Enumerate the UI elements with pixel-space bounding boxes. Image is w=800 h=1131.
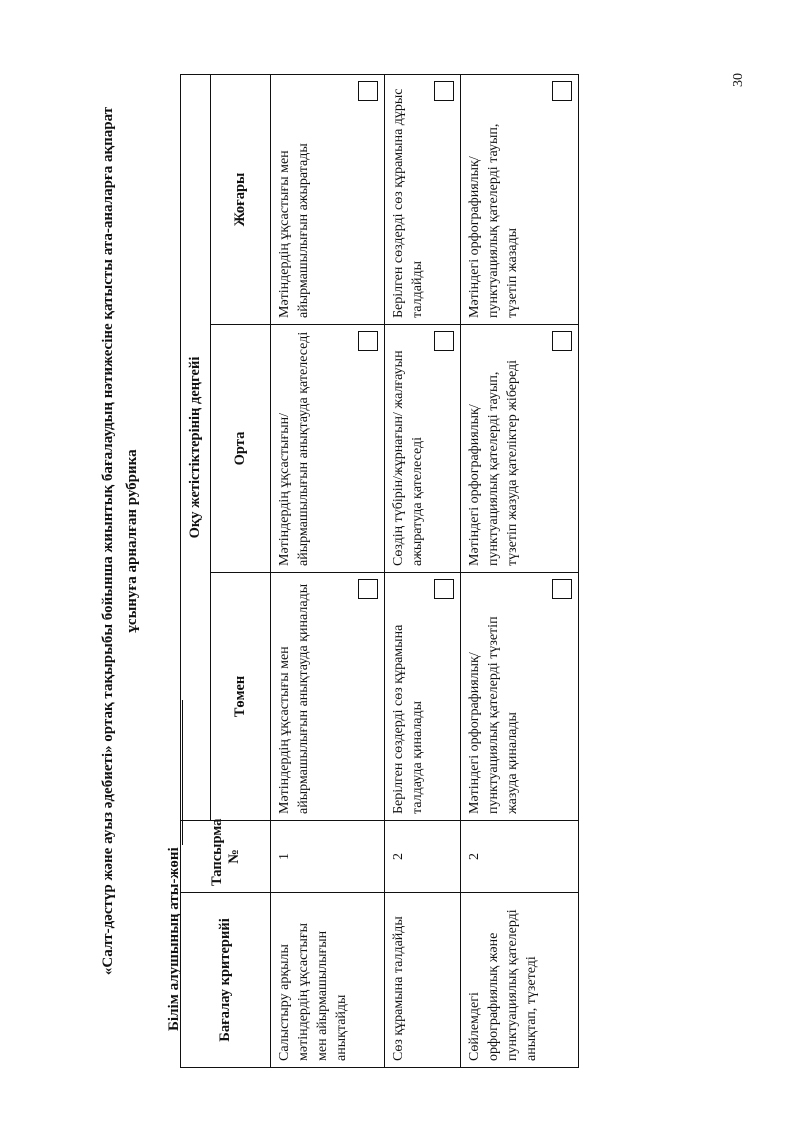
table-row [461, 75, 579, 1068]
level-low-text: Берілген сөздерді сөз құрамына талдауда қиналады [391, 624, 425, 814]
table-row [385, 75, 461, 1068]
checkbox[interactable] [552, 579, 572, 599]
level-mid-text: Сөздің түбірін/жұрнағын/ жалғауын ажыратуда қателеседі [391, 350, 425, 566]
row-level-mid [385, 325, 461, 573]
row-level-mid [271, 325, 385, 573]
row-level-low [461, 573, 579, 821]
level-high-text: Мәтіндердің ұқсастығы мен айырмашылығын ажыратады [277, 143, 311, 318]
checkbox[interactable] [552, 331, 572, 351]
student-name-label: Білім алушының аты-жөні [166, 847, 182, 1031]
level-mid-text: Мәтіндердің ұқсастығын/ айырмашылығын анықтауда қателеседі [277, 331, 311, 566]
checkbox[interactable] [358, 81, 378, 101]
title-line-1: «Салт-дәстүр және ауыз әдебиеті» ортақ тақырыбы бойынша жиынтық бағалаудың нәтижесіне қатысты ата-аналарға ақпарат [100, 106, 116, 976]
level-high-text: Мәтіндегі орфографиялық/ пунктуациялық қателерді тауып, түзетіп жазады [467, 123, 520, 318]
header-level-high: Жоғары [211, 75, 271, 325]
header-level-low: Төмен [211, 573, 271, 821]
row-level-high [271, 75, 385, 325]
title-line-2: ұсынуға арналған рубрика [124, 449, 140, 633]
row-task-number: 1 [271, 821, 385, 893]
row-criteria: Сөз құрамына талдайды [385, 893, 461, 1068]
level-low-text: Мәтіндегі орфографиялық/ пунктуациялық қателерді түзетіп жазуда қиналады [467, 616, 520, 814]
page-number: 30 [731, 73, 746, 87]
level-high-text: Берілген сөздерді сөз құрамына дұрыс талдайды [391, 88, 425, 318]
checkbox[interactable] [552, 81, 572, 101]
checkbox[interactable] [358, 579, 378, 599]
header-achievement-levels: Оқу жетістіктерінің деңгейі [181, 75, 211, 821]
row-level-low [385, 573, 461, 821]
table-row [271, 75, 385, 1068]
row-task-number: 2 [385, 821, 461, 893]
checkbox[interactable] [434, 331, 454, 351]
row-level-mid [461, 325, 579, 573]
rubric-table [180, 74, 579, 1068]
checkbox[interactable] [358, 331, 378, 351]
row-criteria: Сөйлемдегі орфографиялық және пунктуациялық қателерді анықтап, түзетеді [461, 893, 579, 1068]
row-task-number: 2 [461, 821, 579, 893]
checkbox[interactable] [434, 579, 454, 599]
header-criteria: Бағалау критерийі [181, 893, 271, 1068]
header-level-mid: Орта [211, 325, 271, 573]
row-level-high [461, 75, 579, 325]
checkbox[interactable] [434, 81, 454, 101]
row-level-high [385, 75, 461, 325]
level-mid-text: Мәтіндегі орфографиялық/ пунктуациялық қателерді тауып, түзетіп жазуда қателіктер жібереді [467, 359, 520, 566]
row-level-low [271, 573, 385, 821]
row-criteria: Салыстыру арқылы мәтіндердің ұқсастығы мен айырмашылығын анықтайды [271, 893, 385, 1068]
document-title [96, 51, 144, 1031]
level-low-text: Мәтіндердің ұқсастығы мен айырмашылығын анықтауда қиналады [277, 583, 311, 814]
header-task-number: Тапсырма № [181, 821, 271, 893]
